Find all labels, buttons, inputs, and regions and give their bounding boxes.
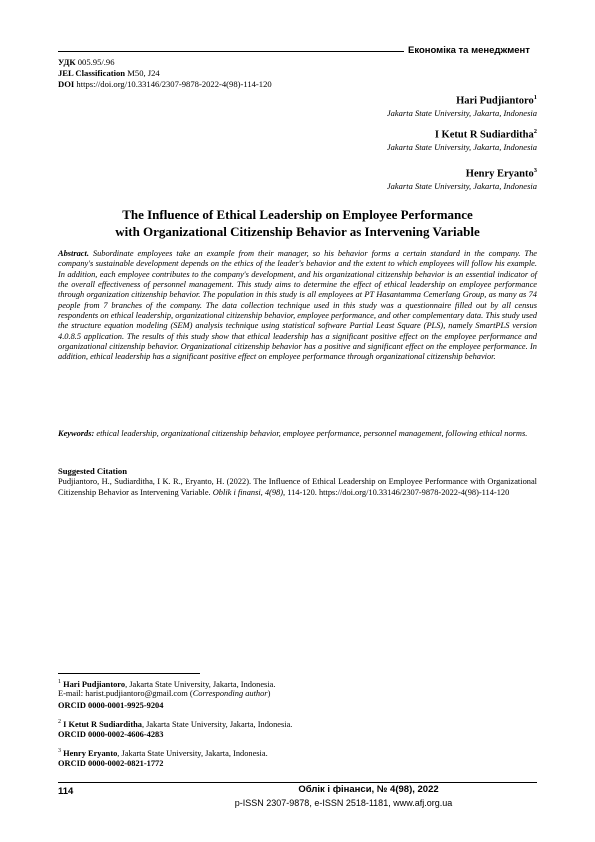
footnote-2-orcid[interactable]: ORCID 0000-0002-4606-4283	[58, 730, 164, 739]
udc-label: УДК	[58, 57, 76, 67]
jel-line	[58, 68, 160, 79]
abstract-text: Subordinate employees take an example from their manager, so his behavior forms a certain standard in the company. The company's sustainable development depends on the ethics of the leader's behavior and the extent to which employees will follow his example. In addition, each employee contributes to the company's development, and his organizational citizenship behavior is an essential indicator of the overall effectiveness of personnel management. This study aims to determine the effect of ethical leadership on employee performance through organization citizenship behavior. The population in this study is all employees at PT Hasantamma Cemerlang Group, as many as 74 people from 7 branches of the company. The data collection technique used in this study was a questionnaire filled out by all census respondents on ethical leadership, organizational citizenship behavior, employee performance, and other complementary data. This study used the structure equation modeling (SEM) analysis technique using statistical software Partial Least Square (PLS), namely SmartPLS version 4.0.8.5 application. The results of this study show that ethical leadership has a significant positive effect on the employee performance and organizational citizenship behavior. Organizational citizenship behavior has a positive and significant effect on the employee performance. In addition, ethical leadership has a significant positive effect on employee performance through organizational citizenship behavior.	[58, 249, 537, 362]
citation-text: Pudjiantoro, H., Sudiarditha, I K. R., Eryanto, H. (2022). The Influence of Ethical Leadership on Employee Performance with Organizational Citizenship Behavior as Intervening Variable.	[58, 477, 537, 498]
citation-journal: Oblik i finansi, 4(98),	[212, 488, 286, 498]
footnote-3-orcid[interactable]: ORCID 0000-0002-0821-1772	[58, 759, 164, 768]
footnote-1-email: E-mail: harist.pudjiantoro@gmail.com (Corresponding author)	[58, 689, 271, 698]
author-1-affiliation: Jakarta State University, Jakarta, Indonesia	[386, 108, 537, 118]
abstract-label: Abstract.	[58, 249, 89, 258]
author-2-affiliation: Jakarta State University, Jakarta, Indonesia	[386, 142, 537, 152]
title-line-2: with Organizational Citizenship Behavior as Intervening Variable	[115, 224, 480, 239]
author-2: I Ketut R Sudiarditha$^2$	[434, 128, 537, 141]
keywords-label: Keywords:	[58, 429, 95, 438]
citation-pages-doi: 114-120. https://doi.org/10.33146/2307-9878-2022-4(98)-114-120	[287, 488, 510, 498]
paper-title	[58, 206, 537, 240]
doi-label: DOI	[58, 79, 75, 89]
header-rule	[58, 51, 404, 52]
footnote-3: $^3$ Henry Eryanto, Jakarta State University, Jakarta, Indonesia.	[58, 748, 268, 758]
footnote-rule	[58, 673, 200, 674]
citation-heading: Suggested Citation	[58, 466, 127, 476]
author-3-affiliation: Jakarta State University, Jakarta, Indonesia	[386, 181, 537, 191]
jel-value: M50, J24	[127, 68, 160, 78]
page-number: 114	[58, 786, 74, 797]
abstract	[58, 249, 537, 363]
keywords-text: ethical leadership, organizational citizenship behavior, employee performance, personnel management, following ethical norms.	[96, 429, 528, 438]
author-3: Henry Eryanto$^3$	[465, 167, 537, 180]
journal-footer: Облік і фінанси, № 4(98), 2022	[298, 784, 439, 795]
doi-link[interactable]: https://doi.org/10.33146/2307-9878-2022-4(98)-114-120	[76, 79, 272, 89]
doi-line	[58, 79, 272, 90]
footnote-1: $^1$ Hari Pudjiantoro, Jakarta State University, Jakarta, Indonesia.	[58, 679, 276, 689]
author-1: Hari Pudjiantoro$^1$	[456, 94, 537, 107]
udc-value: 005.95/.96	[77, 57, 115, 67]
jel-label: JEL Classification	[58, 68, 126, 78]
footnote-1-orcid[interactable]: ORCID 0000-0001-9925-9204	[58, 701, 164, 710]
title-line-1: The Influence of Ethical Leadership on Employee Performance	[122, 207, 473, 222]
keywords	[58, 429, 537, 439]
footnote-2: $^2$ I Ketut R Sudiarditha, Jakarta State University, Jakarta, Indonesia.	[58, 719, 293, 729]
issn-footer[interactable]: p-ISSN 2307-9878, e-ISSN 2518-1181, www.afj.org.ua	[234, 798, 453, 808]
citation	[58, 476, 537, 499]
udc-line	[58, 57, 115, 68]
journal-section: Економіка та менеджмент	[408, 45, 530, 56]
footer-rule	[58, 782, 537, 783]
